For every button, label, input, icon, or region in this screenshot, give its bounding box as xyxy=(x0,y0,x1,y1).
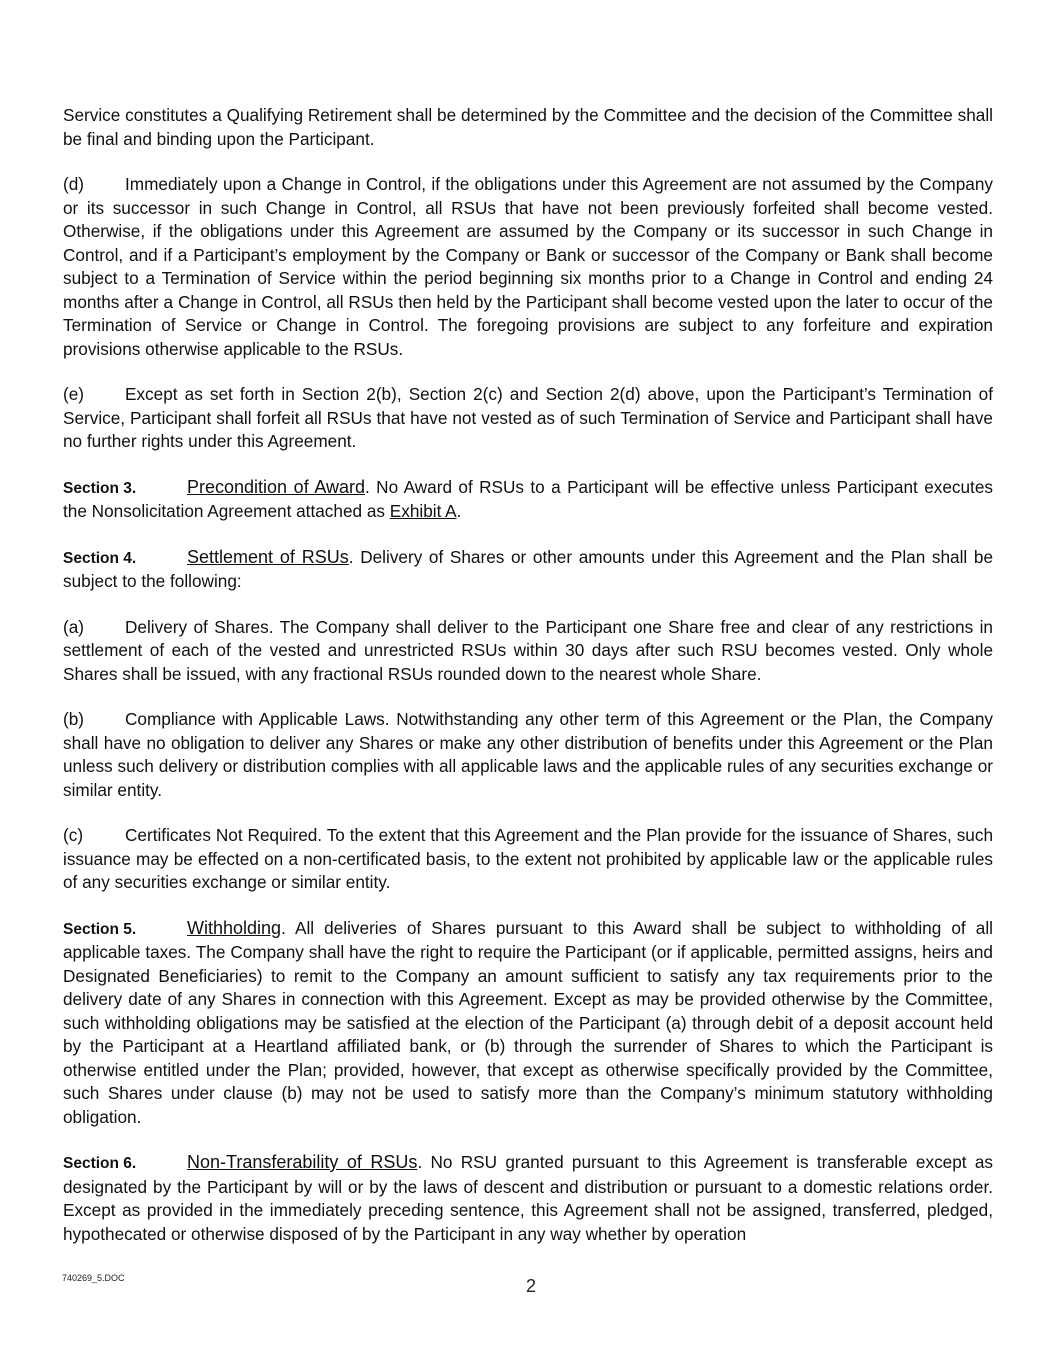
section-6-text: . No RSU granted pursuant to this Agreement is transferable except as designated by the Participant by will or by the laws of descent and distribution or pursuant to a domestic relations order. Except as provided in the immediately preceding sentence, this Agreement shall not be assigned, transferred, pledged, hypothecated or otherwise disposed of by the Participant in any way whether by operation xyxy=(63,1152,993,1244)
item-text-4a: Delivery of Shares. The Company shall deliver to the Participant one Share free and clear of any restrictions in settlement of each of the vested and unrestricted RSUs within 30 days after such RSU becomes vested. Only whole Shares shall be issued, with any fractional RSUs rounded down to the nearest whole Share. xyxy=(63,616,993,684)
document-id: 740269_5.DOC xyxy=(62,1273,125,1283)
item-text-4c: Certificates Not Required. To the extent that this Agreement and the Plan provide for the issuance of Shares, such issuance may be effected on a non-certificated basis, to the extent not prohibited by applicable law or the applicable rules of any securities exchange or similar entity. xyxy=(63,825,993,892)
section-5 xyxy=(63,917,993,1130)
item-text-e: Except as set forth in Section 2(b), Section 2(c) and Section 2(d) above, upon the Participant’s Termination of Service, Participant shall forfeit all RSUs that have not vested as of such Termination of Service and Participant shall have no further rights under this Agreement. xyxy=(63,384,993,451)
item-label-4a: (a) xyxy=(63,616,85,637)
section-3-text-end: . xyxy=(456,501,462,521)
paragraph-2e xyxy=(63,383,993,454)
paragraph-4c xyxy=(63,824,993,895)
document-body xyxy=(63,104,993,1268)
section-4-text: . Delivery of Shares or other amounts under this Agreement and the Plan shall be subject to the following: xyxy=(63,546,994,591)
section-3 xyxy=(63,476,993,524)
exhibit-a-reference: Exhibit A xyxy=(389,501,457,521)
item-label-e: (e) xyxy=(63,384,85,404)
item-text-d: Immediately upon a Change in Control, if the obligations under this Agreement are not assumed by the Company or its successor in such Change in Control, all RSUs that have not been previously forfeited shall become vested. Otherwise, if the obligations under this Agreement are assumed by the Company or its successor in such Change in Control, and if a Participant’s employment by the Company or Bank or successor of the Company or Bank shall become subject to a Termination of Service within the period beginning six months prior to a Change in Control and ending 24 months after a Change in Control, all RSUs then held by the Participant shall become vested upon the later to occur of the Termination of Service or Change in Control. The foregoing provisions are subject to any forfeiture and expiration provisions otherwise applicable to the RSUs. xyxy=(63,174,993,359)
item-label-4b: (b) xyxy=(63,709,85,729)
section-6 xyxy=(63,1151,993,1246)
item-label-4c: (c) xyxy=(63,825,84,845)
section-3-label: Section 3. xyxy=(63,479,137,497)
item-label-d: (d) xyxy=(63,174,85,194)
paragraph-retirement-continued: Service constitutes a Qualifying Retirement shall be determined by the Committee and the decision of the Committee shall be final and binding upon the Participant. xyxy=(63,105,993,149)
paragraph-4a xyxy=(63,616,993,687)
paragraph-4b xyxy=(63,708,993,802)
item-text-4b: Compliance with Applicable Laws. Notwithstanding any other term of this Agreement or the Plan, the Company shall have no obligation to deliver any Shares or make any other distribution of benefits under this Agreement or the Plan unless such delivery or distribution complies with all applicable laws and the applicable rules of any securities exchange or similar entity. xyxy=(63,709,993,800)
section-4-label: Section 4. xyxy=(63,549,137,567)
section-4-title: Settlement of RSUs xyxy=(187,546,349,567)
section-5-title: Withholding xyxy=(187,917,282,938)
paragraph-2d xyxy=(63,173,993,361)
section-3-text: . No Award of RSUs to a Participant will be effective unless Participant executes the Nonsolicitation Agreement attached as xyxy=(63,476,993,521)
section-4 xyxy=(63,546,993,594)
section-5-text: . All deliveries of Shares pursuant to this Award shall be subject to withholding of all applicable taxes. The Company shall have the right to require the Participant (or if applicable, permitted assigns, heirs and Designated Beneficiaries) to remit to the Company an amount sufficient to satisfy any tax requirements prior to the delivery date of any Shares in connection with this Agreement. Except as may be provided otherwise by the Committee, such withholding obligations may be satisfied at the election of the Participant (a) through debit of a deposit account held by the Participant at a Heartland affiliated bank, or (b) through the surrender of Shares to which the Participant is otherwise entitled under the Plan; provided, however, that except as otherwise specifically provided by the Committee, such Shares under clause (b) may not be used to satisfy more than the Company’s minimum statutory withholding obligation. xyxy=(63,917,993,1127)
section-3-title: Precondition of Award xyxy=(187,476,366,497)
section-6-label: Section 6. xyxy=(63,1155,137,1172)
section-6-title: Non-Transferability of RSUs xyxy=(187,1152,418,1172)
section-5-label: Section 5. xyxy=(63,920,137,938)
page-number: 2 xyxy=(526,1276,537,1296)
